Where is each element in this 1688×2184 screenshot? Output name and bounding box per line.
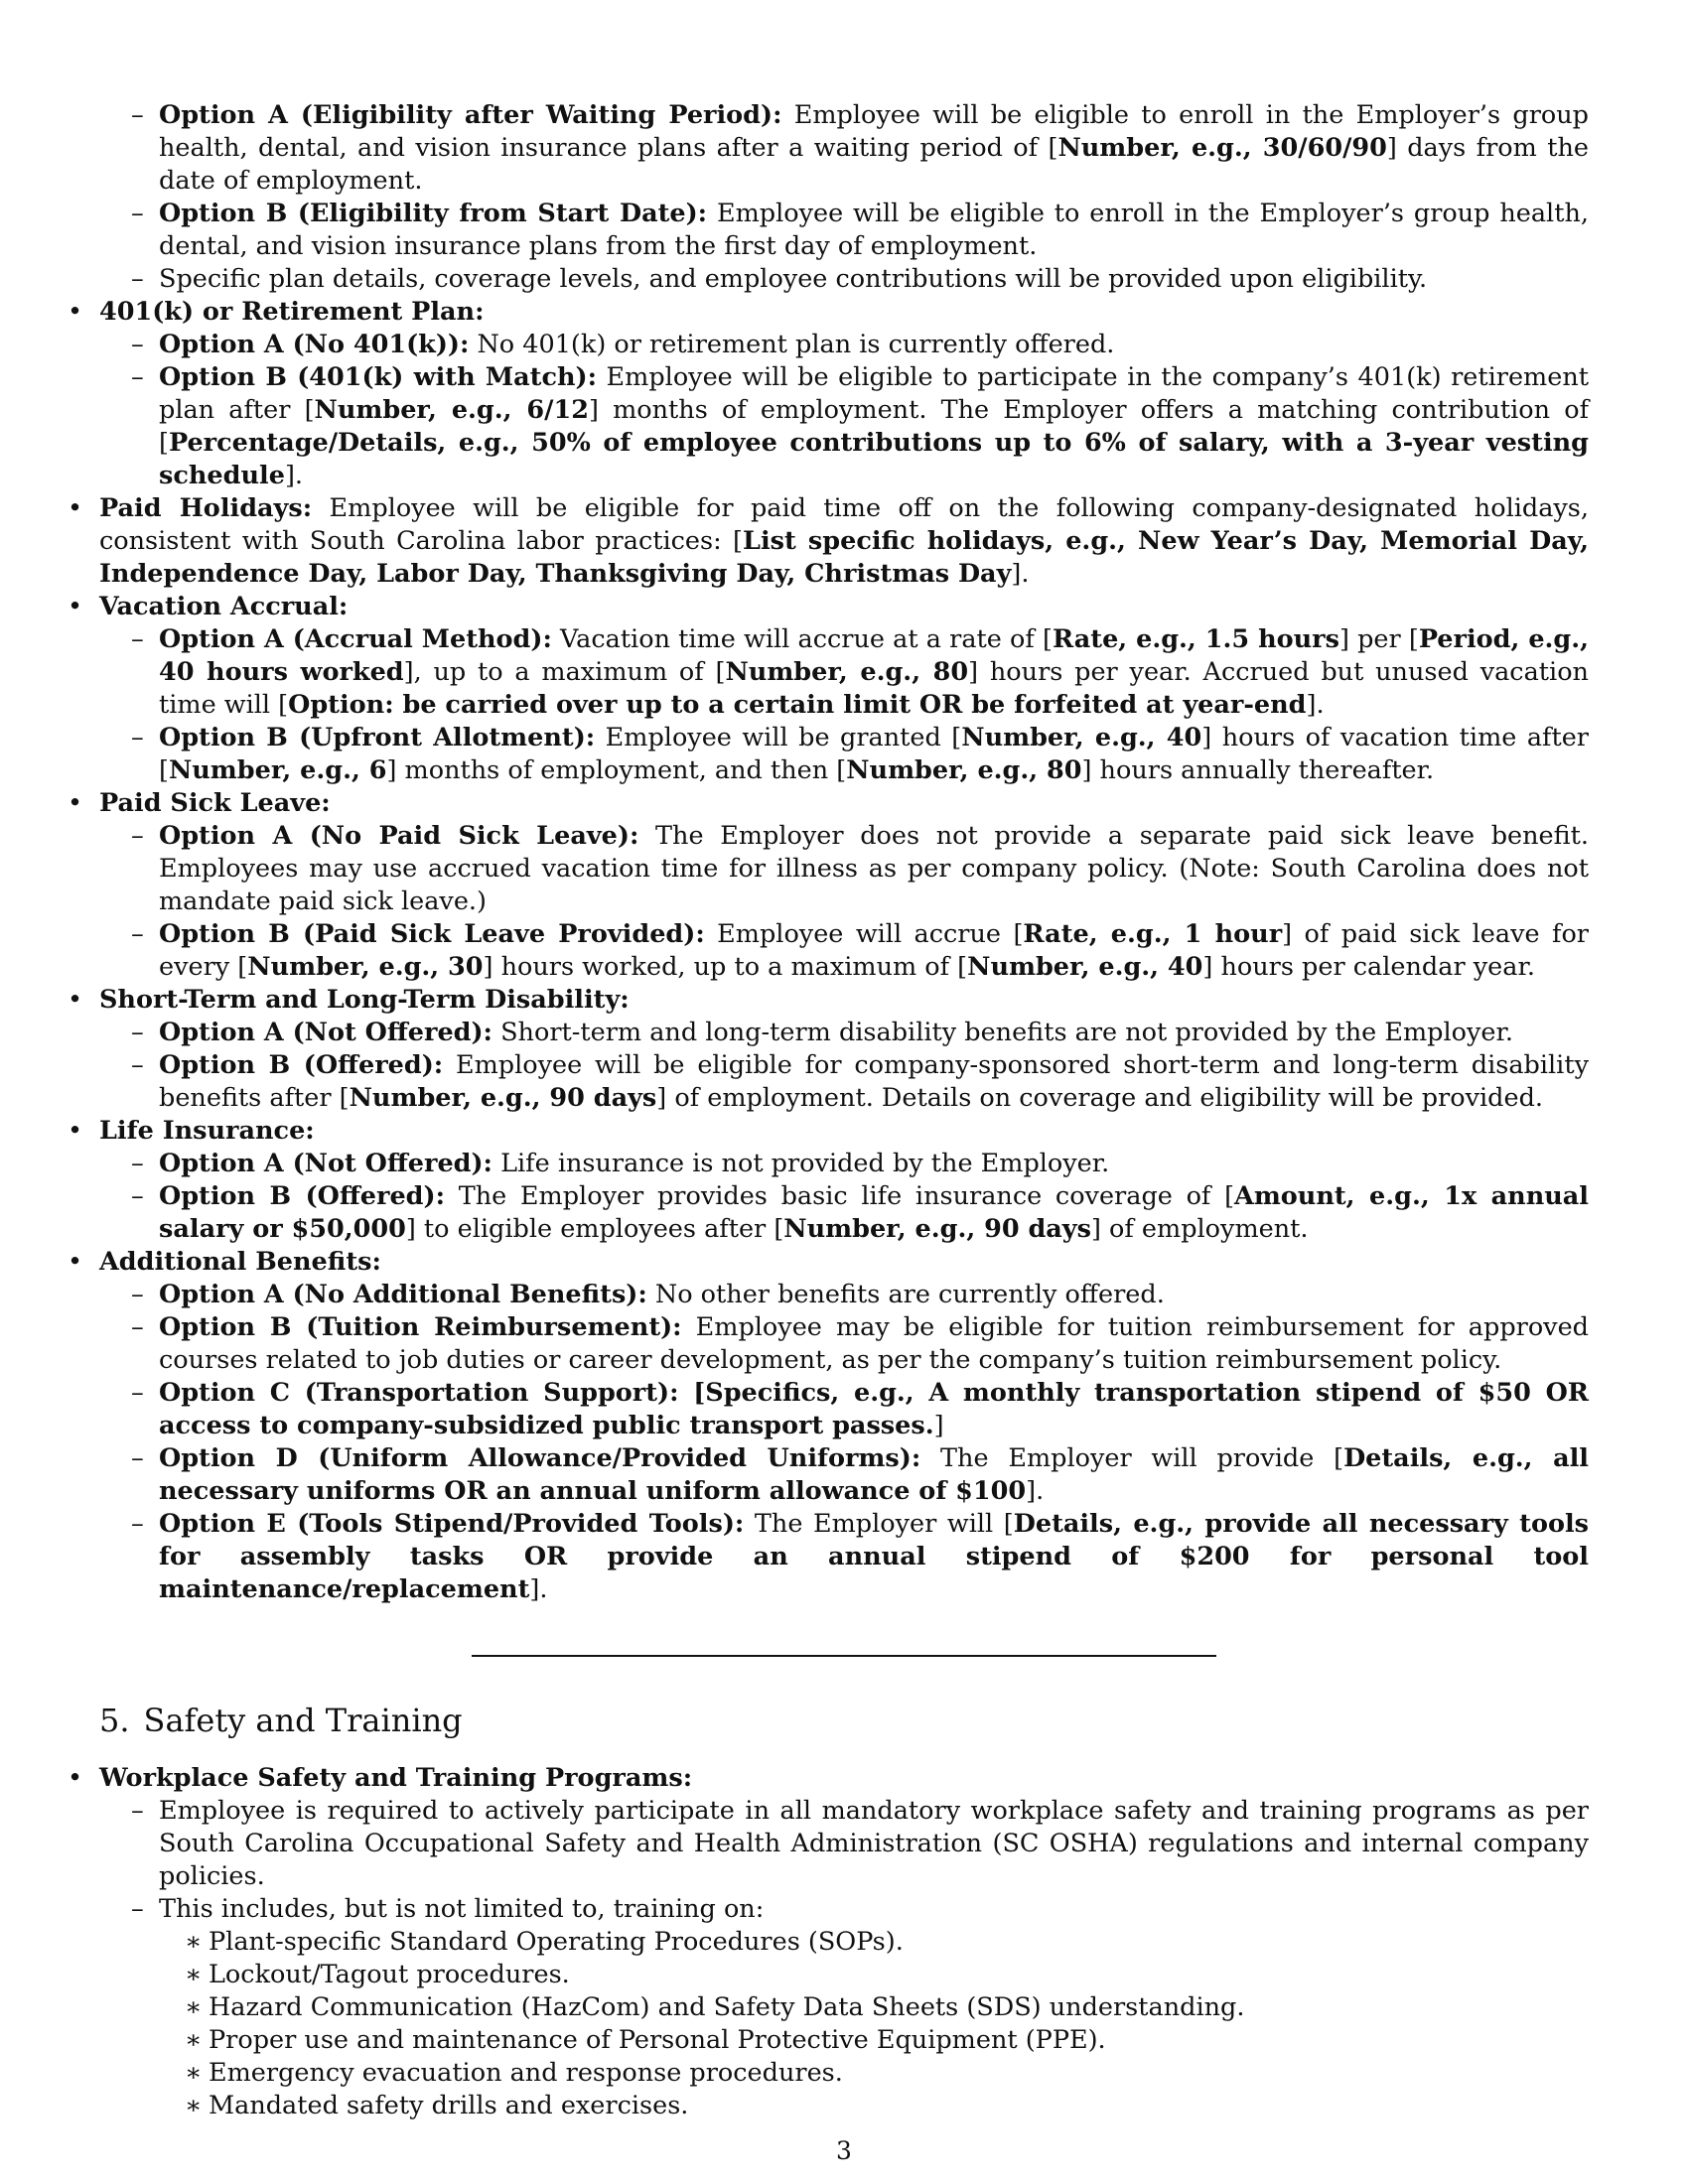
safety-programs — [30, 1762, 1589, 2122]
list-item: – Option C (Transportation Support): [Specifics, e.g., A monthly transportation stipend of $50 OR access to company-subsidized public transport passes.] — [99, 1377, 1589, 1442]
list-item: – Specific plan details, coverage levels, and employee contributions will be provided upon eligibility. — [99, 263, 1589, 296]
holidays-section: • Paid Holidays: Employee will be eligible for paid time off on the following company-designated holidays, consistent with South Carolina labor practices: [List specific holidays, e.g., New Year’s Day, Memorial Day, Independence Day, Labor Day, Thanksgiving Day, Christmas Day]. — [30, 492, 1589, 591]
list-item: – Option B (Tuition Reimbursement): Employee may be eligible for tuition reimbursement for approved courses related to job duties or career development, as per the company’s tuition reimbursement policy. — [99, 1311, 1589, 1377]
benefits-list — [30, 99, 1589, 1606]
list-item: – Option A (No 401(k)): No 401(k) or retirement plan is currently offered. — [99, 329, 1589, 361]
section-title-text: Safety and Training — [143, 1702, 463, 1739]
training-topic: ∗ Hazard Communication (HazCom) and Safety Data Sheets (SDS) understanding. — [159, 1991, 1589, 2024]
section-heading: Vacation Accrual: — [99, 592, 349, 621]
section-title — [99, 1701, 463, 1740]
list-item: – Employee is required to actively participate in all mandatory workplace safety and training programs as per South Carolina Occupational Safety and Health Administration (SC OSHA) regulations and internal company policies. — [99, 1795, 1589, 1893]
section-divider — [472, 1655, 1216, 1657]
training-topics — [159, 1926, 1589, 2122]
training-topic: ∗ Emergency evacuation and response procedures. — [159, 2057, 1589, 2090]
list-item: – Option D (Uniform Allowance/Provided Uniforms): The Employer will provide [Details, e.g., all necessary uniforms OR an annual uniform allowance of $100]. — [99, 1442, 1589, 1508]
section-heading: Paid Sick Leave: — [99, 788, 331, 818]
additional-benefits-section — [30, 1246, 1589, 1606]
safety-training-section — [99, 1762, 1589, 2122]
retirement-section — [30, 296, 1589, 492]
list-item: – Option B (Eligibility from Start Date): Employee will be eligible to enroll in the Employer’s group health, dental, and vision insurance plans from the first day of employment. — [99, 198, 1589, 263]
section-heading: Short-Term and Long-Term Disability: — [99, 985, 630, 1015]
list-item: – Option B (Offered): The Employer provides basic life insurance coverage of [Amount, e.g., 1x annual salary or $50,000] to eligible employees after [Number, e.g., 90 days] of employment. — [99, 1180, 1589, 1246]
list-item: – Option A (Eligibility after Waiting Period): Employee will be eligible to enroll in the Employer’s group health, dental, and vision insurance plans after a waiting period of [Number, e.g., 30/60/90] days from the date of employment. — [99, 99, 1589, 198]
life-insurance-section — [30, 1115, 1589, 1246]
list-item: – Option E (Tools Stipend/Provided Tools): The Employer will [Details, e.g., provide all necessary tools for assembly tasks OR provide an annual stipend of $200 for personal tool maintenance/replacement]. — [99, 1508, 1589, 1606]
training-topic: ∗ Proper use and maintenance of Personal Protective Equipment (PPE). — [159, 2024, 1589, 2057]
list-item: – Option A (No Additional Benefits): No other benefits are currently offered. — [99, 1279, 1589, 1311]
sick-leave-section — [30, 787, 1589, 984]
insurance-continuation — [30, 99, 1589, 296]
list-item: – Option B (Offered): Employee will be eligible for company-sponsored short-term and long-term disability benefits after [Number, e.g., 90 days] of employment. Details on coverage and eligibility will be provided. — [99, 1049, 1589, 1115]
page-number: 3 — [836, 2136, 852, 2165]
disability-section — [30, 984, 1589, 1115]
section-heading: Workplace Safety and Training Programs: — [99, 1763, 693, 1793]
section-heading: Paid Holidays: — [99, 493, 313, 523]
list-item: – Option B (Paid Sick Leave Provided): Employee will accrue [Rate, e.g., 1 hour] of paid sick leave for every [Number, e.g., 30] hours worked, up to a maximum of [Number, e.g., 40] hours per calendar year. — [99, 918, 1589, 984]
section-heading: 401(k) or Retirement Plan: — [99, 297, 485, 327]
list-item: – Option A (No Paid Sick Leave): The Employer does not provide a separate paid sick leave benefit. Employees may use accrued vacation time for illness as per company policy. (Note: South Carolina does not mandate paid sick leave.) — [99, 820, 1589, 918]
training-topic: ∗ Plant-specific Standard Operating Procedures (SOPs). — [159, 1926, 1589, 1959]
list-item: – Option A (Accrual Method): Vacation time will accrue at a rate of [Rate, e.g., 1.5 hours] per [Period, e.g., 40 hours worked], up to a maximum of [Number, e.g., 80] hours per year. Accrued but unused vacation time will [Option: be carried over up to a certain limit OR be forfeited at year-end]. — [99, 623, 1589, 722]
list-item: – This includes, but is not limited to, training on: ∗ Plant-specific Standard Operating Procedures (SOPs). ∗ Lockout/Tagout procedures. ∗ Hazard Communication (HazCom) and Safety Data Sheets (SDS) understanding. ∗ Proper use and maintenance of Personal Protective Equipment (PPE). ∗ Emergency evacuation and response procedures. ∗ Mandated safety drills and exercises. — [99, 1893, 1589, 2122]
training-topic: ∗ Mandated safety drills and exercises. — [159, 2090, 1589, 2122]
vacation-section — [30, 591, 1589, 787]
training-topic: ∗ Lockout/Tagout procedures. — [159, 1959, 1589, 1991]
insurance-options — [99, 99, 1589, 296]
list-item: – Option A (Not Offered): Short-term and long-term disability benefits are not provided by the Employer. — [99, 1017, 1589, 1049]
section-heading: Additional Benefits: — [99, 1247, 381, 1277]
section-heading: Life Insurance: — [99, 1116, 315, 1146]
list-item: – Option B (Upfront Allotment): Employee will be granted [Number, e.g., 40] hours of vacation time after [Number, e.g., 6] months of employment, and then [Number, e.g., 80] hours annually thereafter. — [99, 722, 1589, 787]
section-number: 5. — [99, 1702, 130, 1739]
list-item: – Option A (Not Offered): Life insurance is not provided by the Employer. — [99, 1148, 1589, 1180]
benefits-continued — [99, 99, 1589, 1606]
list-item: – Option B (401(k) with Match): Employee will be eligible to participate in the company’s 401(k) retirement plan after [Number, e.g., 6/12] months of employment. The Employer offers a matching contribution of [Percentage/Details, e.g., 50% of employee contributions up to 6% of salary, with a 3-year vesting schedule]. — [99, 361, 1589, 492]
